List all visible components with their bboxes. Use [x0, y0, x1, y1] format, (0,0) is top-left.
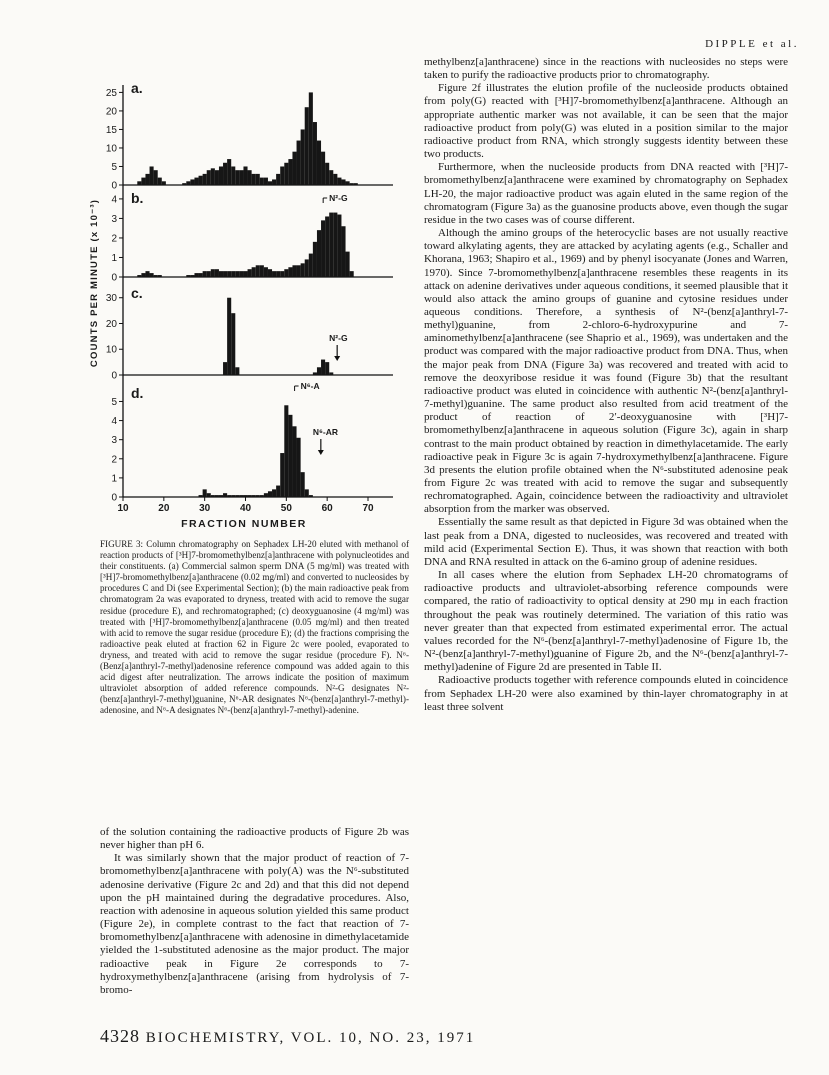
histogram-bar — [284, 163, 288, 185]
histogram-bar — [292, 426, 296, 497]
histogram-bar — [194, 178, 198, 185]
histogram-bar — [280, 166, 284, 185]
histogram-bar — [190, 179, 194, 185]
y-tick-label: 3 — [111, 435, 117, 447]
y-tick-label: 4 — [111, 416, 117, 428]
histogram-bar — [194, 273, 198, 277]
histogram-bar — [223, 493, 227, 497]
histogram-bar — [260, 265, 264, 277]
histogram-bar — [235, 271, 239, 277]
histogram-bar — [137, 181, 141, 185]
histogram-bar — [276, 486, 280, 497]
histogram-bar — [337, 178, 341, 185]
y-axis-label: COUNTS PER MINUTE (x 10⁻³) — [89, 198, 100, 368]
journal-citation: BIOCHEMISTRY, VOL. 10, NO. 23, 1971 — [145, 1030, 476, 1046]
histogram-bar — [231, 166, 235, 185]
histogram-bar — [256, 174, 260, 185]
histogram-bar — [248, 495, 252, 497]
y-tick-label: 15 — [105, 124, 117, 136]
histogram-bar — [297, 438, 301, 497]
paragraph: Furthermore, when the nucleoside products from DNA reacted with [³H]7-bromomethylbenz[a]anthracene were examined by chromatography on Sephadex LH-20, the major radioactive product was again eluted in the same region of the chromatogram (Figure 3a) as the guanosine products above, even though the sugar residue in the two cases was of course different. — [424, 161, 788, 226]
histogram-bar — [154, 275, 158, 277]
paragraph: Although the amino groups of the heterocyclic bases are not usually reactive toward alkylating agents, they are attacked by acylating agents (e.g., Schaller and Khorana, 1963; Shapiro et al., 1969) and by phenyl isocyanate (Jones and Warren, 1970). Since 7-bromomethylbenz[a]anthracene resembles these reagents in its attack on adenine derivatives under aqueous conditions, it seemed plausible that it would also attack the amino groups of guanine and cytosine residues under aqueous conditions. Therefore, a synthesis of N²-(benz[a]anthryl-7-methyl)guanine, from 2-chloro-6-hydroxypurine and 7-aminomethylbenz[a]anthracene (see Shaprio et al., 1969), was undertaken and the product was compared with the major radioactive product from DNA. Thus, when the major peak from DNA (Figure 3a) was recovered and treated with acid to remove the deoxyribose residue it was found (Figure 3b) that the resultant radioactive product was eluted in coincidence with authentic N²-(benz[a]anthryl-7-methyl)guanine. The same product also resulted from acid treatment of the product of reaction of 2′-deoxyguanosine with [³H]7-bromomethylbenz[a]anthracene in aqueous solution (Figure 3c), again in sharp contrast to the main product obtained by reaction in dimethylacetamide. The early radioactive peak in Figure 3c is again 7-hydroxymethylbenz[a]anthracene. Figure 3d presents the elution profile obtained when the N⁶-substituted adenosine peak from Figure 2c was treated with acid to remove the sugar and subsequently rechromatographed. Again, coincidence between the radioactivity and ultraviolet absorption from the marker was observed. — [424, 227, 788, 516]
histogram-bar — [292, 152, 296, 185]
histogram-bar — [182, 183, 186, 185]
histogram-bar — [350, 271, 354, 277]
y-tick-label: 10 — [105, 143, 117, 155]
left-column-text — [100, 826, 409, 997]
histogram-bar — [350, 183, 354, 185]
histogram-bar — [162, 181, 166, 185]
histogram-bar — [158, 178, 162, 185]
y-tick-label: 1 — [111, 473, 117, 485]
y-tick-label: 30 — [105, 293, 117, 305]
histogram-bar — [313, 122, 317, 185]
y-tick-label: 0 — [111, 272, 117, 284]
histogram-bar — [309, 495, 313, 497]
histogram-bar — [145, 271, 149, 277]
histogram-bar — [301, 129, 305, 185]
histogram-bar — [272, 271, 276, 277]
histogram-bar — [239, 495, 243, 497]
histogram-bar — [227, 495, 231, 497]
histogram-bar — [219, 271, 223, 277]
y-tick-label: 0 — [111, 492, 117, 504]
marker-label: N⁶-A — [300, 381, 320, 391]
figure-caption: FIGURE 3: Column chromatography on Sephadex LH-20 eluted with methanol of reaction products of [³H]7-bromomethylbenz[a]anthracene with polynucleotides and their constituents. (a) Commercial salmon sperm DNA (5 mg/ml) was treated with [³H]7-bromomethylbenz[a]anthracene (0.02 mg/ml) and converted to nucleosides by procedures C and Di (see Experimental Section); (b) the main radioactive peak from chromatogram 2a was evaporated to dryness, treated with acid to remove the sugar residue (procedure E), and rechromatographed; (c) deoxyguanosine (4 mg/ml) was treated with [³H]7-bromomethylbenz[a]anthracene (0.05 mg/ml) and then treated with acid to remove the sugar residue (procedure E); (d) the fractions comprising the radioactive peak eluted at fraction 62 in Figure 2c were pooled, evaporated to dryness, and treated with acid to remove the sugar residue (procedure F). N⁶-(Benz[a]anthryl-7-methyl)adenosine reference compound was added again to this acid digest after neutralization. The arrows indicate the position of maximum ultraviolet absorption of added reference compounds. N²-G designates N²-(benz[a]anthryl-7-methyl)guanine, N⁶-AR designates N⁶-(benz[a]anthryl-7-methyl)-adenosine, and N⁶-A designates N⁶-(benz[a]anthryl-7-methyl)-adenine. — [100, 539, 409, 716]
histogram-bar — [150, 166, 154, 185]
paragraph: methylbenz[a]anthracene) since in the reactions with nucleosides no steps were taken to purify the radioactive products prior to chromatography. — [424, 56, 788, 82]
histogram-bar — [207, 271, 211, 277]
histogram-bar — [199, 176, 203, 185]
histogram-bar — [317, 230, 321, 277]
histogram-bar — [243, 166, 247, 185]
histogram-bar — [329, 213, 333, 277]
paragraph: In all cases where the elution from Sephadex LH-20 chromatograms of radioactive products and ultraviolet-absorbing reference compounds were compared, the ratio of radioactivity to optical density at 290 mμ in each fraction throughout the peak was routinely determined. The variation of this ratio was never greater than that expected from estimated experimental error. The actual values recorded for the N⁶-(benz[a]anthryl-7-methyl)adenosine of Figure 1b, the N²-(benz[a]anthryl-7-methyl)guanine of Figure 2b, and the N⁶-(benz[a]anthryl-7-methyl)adenine of Figure 2d are presented in Table II. — [424, 569, 788, 674]
page-footer — [100, 1026, 475, 1047]
y-tick-label: 0 — [111, 180, 117, 192]
histogram-bar — [325, 163, 329, 185]
y-tick-label: 25 — [105, 87, 117, 99]
histogram-bar — [207, 493, 211, 497]
histogram-bar — [231, 271, 235, 277]
histogram-bar — [207, 170, 211, 185]
histogram-bar — [301, 263, 305, 277]
histogram-bar — [199, 273, 203, 277]
histogram-bar — [301, 472, 305, 497]
histogram-bar — [243, 271, 247, 277]
histogram-bar — [231, 313, 235, 375]
histogram-bar — [145, 174, 149, 185]
marker-arrowhead — [334, 356, 340, 361]
histogram-bar — [190, 275, 194, 277]
histogram-bar — [317, 141, 321, 185]
paragraph: It was similarly shown that the major product of reaction of 7-bromomethylbenz[a]anthracene with poly(A) was the N⁶-substituted adenosine derivative (Figure 2c and 2d) and that this did not depend upon the pH maintained during the degradative procedures. Also, reaction with adenosine in aqueous solution yielded this same product (Figure 2e), in complete contrast to the fact that reaction of 7-bromomethylbenz[a]anthracene with adenosine in dimethylacetamide yielded the 1-substituted adenosine as the major product. The major radioactive peak in Figure 2e corresponds to 7-hydroxymethylbenz[a]anthracene (arising from hydrolysis of 7-bromo- — [100, 852, 409, 996]
histogram-bar — [297, 141, 301, 185]
histogram-bar — [252, 267, 256, 277]
histogram-bar — [305, 107, 309, 185]
histogram-bar — [284, 405, 288, 497]
histogram-bar — [243, 495, 247, 497]
histogram-bar — [203, 271, 207, 277]
histogram-bar — [252, 174, 256, 185]
histogram-bar — [329, 170, 333, 185]
marker-label: N⁶-AR — [312, 427, 339, 437]
histogram-bar — [186, 275, 190, 277]
histogram-bar — [219, 495, 223, 497]
histogram-bar — [231, 495, 235, 497]
y-tick-label: 4 — [111, 194, 117, 206]
histogram-bar — [260, 178, 264, 185]
histogram-bar — [215, 495, 219, 497]
x-tick-label: 10 — [117, 503, 129, 514]
histogram-bar — [227, 159, 231, 185]
paragraph: of the solution containing the radioactive products of Figure 2b was never higher than pH 6. — [100, 826, 409, 852]
histogram-bar — [211, 168, 215, 185]
histogram-bar — [305, 259, 309, 277]
histogram-bar — [288, 159, 292, 185]
histogram-bar — [280, 453, 284, 497]
histogram-bar — [272, 489, 276, 497]
histogram-bar — [211, 495, 215, 497]
histogram-bar — [227, 298, 231, 375]
paragraph: Figure 2f illustrates the elution profile of the nucleoside products obtained from poly(G) reacted with [³H]7-bromomethylbenz[a]anthracene. Although an appropriate authentic marker was not available, it can be seen that the major radioactive product from poly(G) was eluted in a position similar to the major radioactive product from RNA, which strongly suggests identity between these two products. — [424, 82, 788, 161]
histogram-bar — [215, 269, 219, 277]
histogram-bar — [284, 269, 288, 277]
x-axis-label: FRACTION NUMBER — [181, 518, 307, 530]
y-tick-label: 10 — [105, 344, 117, 356]
x-tick-label: 20 — [158, 503, 170, 514]
histogram-bar — [248, 170, 252, 185]
histogram-bar — [346, 252, 350, 277]
paragraph: Radioactive products together with reference compounds eluted in coincidence from Sephadex LH-20 were also examined by thin-layer chromatography in at least three solvent — [424, 674, 788, 713]
histogram-bar — [199, 495, 203, 497]
panel-letter: a. — [131, 80, 143, 96]
histogram-bar — [227, 271, 231, 277]
panel-letter: d. — [131, 385, 144, 401]
x-tick-label: 60 — [321, 503, 333, 514]
histogram-bar — [297, 265, 301, 277]
histogram-bar — [321, 360, 325, 375]
histogram-bar — [248, 269, 252, 277]
histogram-bar — [288, 415, 292, 497]
figure-3-chromatograms — [80, 45, 420, 535]
histogram-bar — [141, 273, 145, 277]
histogram-bar — [223, 271, 227, 277]
y-tick-label: 20 — [105, 106, 117, 118]
histogram-bar — [309, 254, 313, 277]
histogram-bar — [239, 271, 243, 277]
histogram-bar — [211, 269, 215, 277]
histogram-bar — [268, 269, 272, 277]
running-head: DIPPLE et al. — [705, 38, 799, 50]
x-tick-label: 40 — [239, 503, 252, 514]
histogram-bar — [337, 215, 341, 277]
histogram-bar — [354, 183, 358, 185]
histogram-bar — [154, 170, 158, 185]
x-tick-label: 30 — [199, 503, 211, 514]
histogram-bar — [235, 170, 239, 185]
histogram-bar — [321, 152, 325, 185]
histogram-bar — [346, 181, 350, 185]
marker-label: N²-G — [329, 193, 348, 203]
histogram-bar — [333, 213, 337, 277]
right-column-text — [424, 56, 788, 714]
y-tick-label: 5 — [111, 161, 117, 173]
histogram-bar — [219, 166, 223, 185]
y-tick-label: 0 — [111, 370, 117, 382]
histogram-bar — [317, 367, 321, 375]
histogram-bar — [223, 163, 227, 185]
histogram-bar — [252, 495, 256, 497]
histogram-bar — [158, 275, 162, 277]
panel-letter: c. — [131, 285, 143, 301]
histogram-bar — [264, 178, 268, 185]
histogram-bar — [272, 179, 276, 185]
histogram-bar — [305, 489, 309, 497]
histogram-bar — [309, 92, 313, 185]
histogram-bar — [341, 179, 345, 185]
histogram-bar — [264, 493, 268, 497]
histogram-bar — [341, 226, 345, 277]
marker-label: N²-G — [329, 333, 348, 343]
x-tick-label: 50 — [280, 503, 292, 514]
histogram-bar — [313, 242, 317, 277]
y-tick-label: 3 — [111, 213, 117, 225]
histogram-bar — [264, 267, 268, 277]
marker-arrowhead — [318, 450, 324, 455]
histogram-bar — [235, 367, 239, 375]
page-number: 4328 — [100, 1026, 140, 1046]
histogram-bar — [215, 170, 219, 185]
histogram-bar — [333, 174, 337, 185]
panel-letter: b. — [131, 190, 144, 206]
histogram-bar — [313, 372, 317, 375]
histogram-bar — [203, 489, 207, 497]
histogram-bar — [321, 220, 325, 277]
histogram-bar — [276, 174, 280, 185]
histogram-bar — [268, 181, 272, 185]
histogram-bar — [288, 267, 292, 277]
histogram-bar — [150, 273, 154, 277]
histogram-bar — [280, 271, 284, 277]
histogram-bar — [141, 178, 145, 185]
histogram-bar — [137, 275, 141, 277]
histogram-bar — [329, 372, 333, 375]
y-tick-label: 2 — [111, 454, 117, 466]
histogram-bar — [239, 170, 243, 185]
histogram-bar — [235, 495, 239, 497]
histogram-bar — [256, 265, 260, 277]
histogram-bar — [268, 491, 272, 497]
y-tick-label: 2 — [111, 233, 117, 245]
y-tick-label: 5 — [111, 396, 117, 408]
histogram-bar — [325, 362, 329, 375]
histogram-bar — [223, 362, 227, 375]
histogram-bar — [325, 216, 329, 277]
y-tick-label: 1 — [111, 252, 117, 264]
histogram-bar — [260, 495, 264, 497]
y-tick-label: 20 — [105, 318, 117, 330]
histogram-bar — [203, 174, 207, 185]
x-tick-label: 70 — [362, 503, 374, 514]
histogram-bar — [256, 495, 260, 497]
paragraph: Essentially the same result as that depicted in Figure 3d was obtained when the last peak from a DNA, digested to nucleosides, was recovered and treated with mild acid (Experimental Section E). Thus, it was shown that reaction with both DNA and RNA resulted in attack on the 6-amino group of adenine residues. — [424, 516, 788, 568]
histogram-bar — [292, 265, 296, 277]
histogram-bar — [186, 181, 190, 185]
histogram-bar — [276, 271, 280, 277]
